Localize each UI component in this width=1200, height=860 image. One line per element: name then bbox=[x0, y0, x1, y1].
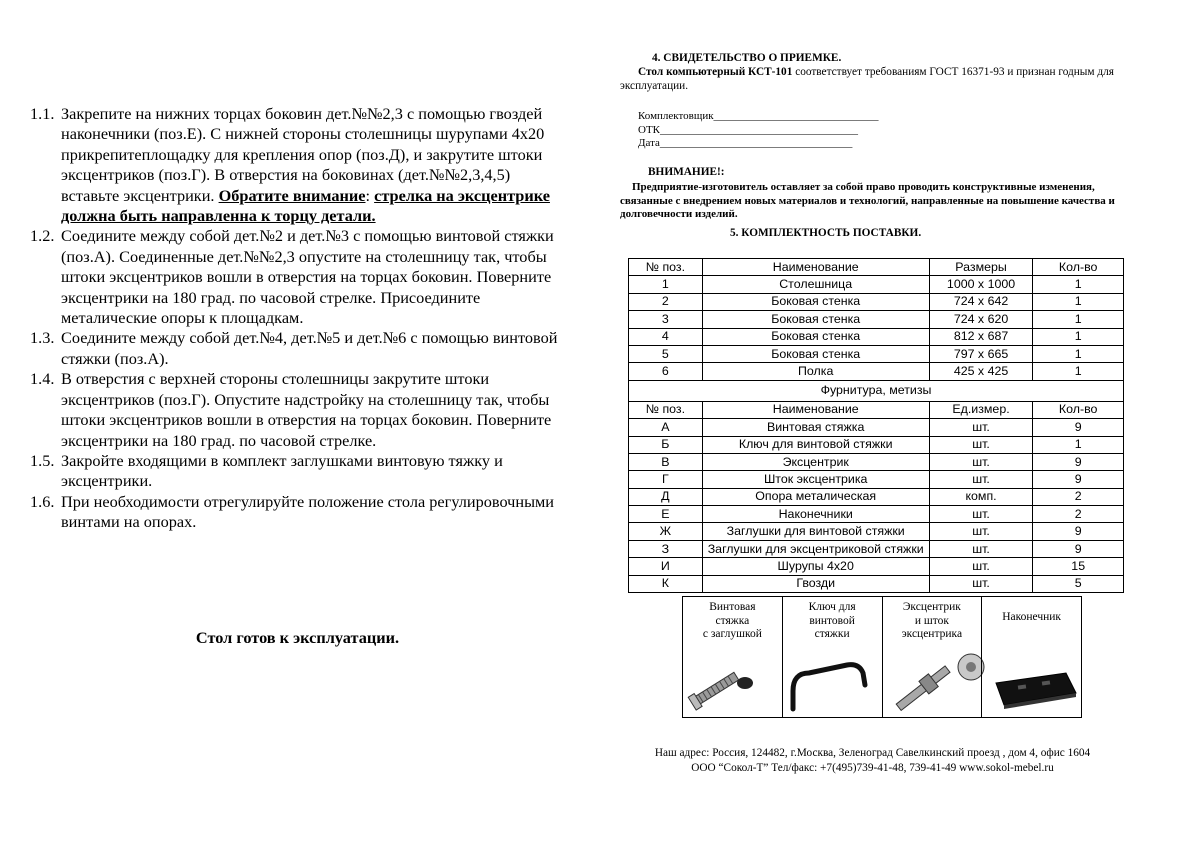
acceptance-statement: соответствует требованиям ГОСТ 16371-93 и признан годным для эксплуатации. bbox=[620, 66, 1114, 92]
table-cell: 5 bbox=[1033, 575, 1124, 592]
section-title: Фурнитура, метизы bbox=[629, 380, 1124, 401]
table-row bbox=[629, 293, 1124, 310]
ready-statement: Стол готов к эксплуатации. bbox=[195, 628, 400, 647]
table-cell: Шурупы 4х20 bbox=[702, 558, 929, 575]
table-cell: 1 bbox=[1033, 276, 1124, 293]
step-1-4 bbox=[30, 369, 570, 451]
table-cell: Ж bbox=[629, 523, 703, 540]
table-row bbox=[629, 328, 1124, 345]
delivery-table bbox=[628, 258, 1124, 593]
table-cell: 15 bbox=[1033, 558, 1124, 575]
step-number: 1.6. bbox=[30, 491, 55, 511]
section-4-title: 4. СВИДЕТЕЛЬСТВО О ПРИЕМКЕ. bbox=[652, 52, 842, 64]
table-cell: Б bbox=[629, 436, 703, 453]
picture-screw-tie: Винтовая стяжка с заглушкой bbox=[683, 597, 782, 717]
table-row bbox=[629, 471, 1124, 488]
table-row bbox=[629, 540, 1124, 557]
table-cell: 6 bbox=[629, 363, 703, 380]
table-cell: Эксцентрик bbox=[702, 453, 929, 470]
table-cell: Шток эксцентрика bbox=[702, 471, 929, 488]
table-cell: 797 х 665 bbox=[929, 345, 1033, 362]
table-cell: Г bbox=[629, 471, 703, 488]
date-line: Дата___________________________________ bbox=[638, 137, 853, 149]
table-cell: шт. bbox=[929, 558, 1033, 575]
table-row bbox=[629, 436, 1124, 453]
table-cell: Заглушки для винтовой стяжки bbox=[702, 523, 929, 540]
step-text: Соедините между собой дет.№4, дет.№5 и дет.№6 с помощью винтовой стяжки (поз.А). bbox=[61, 328, 558, 368]
table-cell: И bbox=[629, 558, 703, 575]
table-cell: Столешница bbox=[702, 276, 929, 293]
table-row bbox=[629, 506, 1124, 523]
table-cell: шт. bbox=[929, 419, 1033, 436]
note-separator: : bbox=[365, 185, 375, 205]
table-cell: шт. bbox=[929, 506, 1033, 523]
table-cell: Винтовая стяжка bbox=[702, 419, 929, 436]
table-cell: 9 bbox=[1033, 540, 1124, 557]
attention-text: Предприятие-изготовитель оставляет за собой право проводить конструктивные изменения, связанные с внедрением новых материалов и технологий, направленные на повышение качества и долговечности изделий. bbox=[620, 181, 1115, 221]
table-cell: 9 bbox=[1033, 523, 1124, 540]
table-cell: шт. bbox=[929, 453, 1033, 470]
signature-block bbox=[638, 110, 1148, 151]
acceptance-text bbox=[620, 66, 1130, 93]
table-cell: шт. bbox=[929, 575, 1033, 592]
step-number: 1.3. bbox=[30, 328, 55, 348]
table-cell: Боковая стенка bbox=[702, 345, 929, 362]
table-row bbox=[629, 575, 1124, 592]
step-1-1 bbox=[30, 104, 570, 226]
table-cell: Наименование bbox=[702, 259, 929, 276]
step-1-5 bbox=[30, 451, 570, 492]
step-text: В отверстия с верхней стороны столешницы закрутите штоки эксцентриков (поз.Г). Опустите надстройку на столешницу так, чтобы штоки эксцентриков вошли в отверстия на торцах боковин. Поверните эксцентрики на 180 град. по часовой стрелке. bbox=[61, 369, 552, 450]
table-cell: шт. bbox=[929, 523, 1033, 540]
step-1-3 bbox=[30, 328, 570, 369]
table-cell: 1000 х 1000 bbox=[929, 276, 1033, 293]
table-row bbox=[629, 311, 1124, 328]
table-cell: А bbox=[629, 419, 703, 436]
table-row bbox=[629, 558, 1124, 575]
step-1-6 bbox=[30, 492, 570, 533]
table-cell: Е bbox=[629, 506, 703, 523]
table-cell: Опора металическая bbox=[702, 488, 929, 505]
table-row bbox=[629, 453, 1124, 470]
table-cell: шт. bbox=[929, 540, 1033, 557]
hex-key-icon bbox=[783, 651, 877, 713]
table-cell: 425 х 425 bbox=[929, 363, 1033, 380]
table-cell: № поз. bbox=[629, 259, 703, 276]
picture-eccentric: Эксцентрик и шток эксцентрика bbox=[882, 597, 982, 717]
picture-hex-key: Ключ для винтовой стяжки bbox=[782, 597, 882, 717]
table-cell: 1 bbox=[1033, 293, 1124, 310]
table-cell: 1 bbox=[1033, 363, 1124, 380]
table-header-row bbox=[629, 259, 1124, 276]
table-cell: Боковая стенка bbox=[702, 311, 929, 328]
assembly-instructions bbox=[30, 104, 570, 647]
table-cell: 4 bbox=[629, 328, 703, 345]
table-cell: 1 bbox=[1033, 311, 1124, 328]
table-cell: 2 bbox=[1033, 488, 1124, 505]
table-cell: Ключ для винтовой стяжки bbox=[702, 436, 929, 453]
table-cell: Ед.измер. bbox=[929, 401, 1033, 418]
table-cell: 1 bbox=[1033, 328, 1124, 345]
table-cell: Кол-во bbox=[1033, 401, 1124, 418]
table-cell: Полка bbox=[702, 363, 929, 380]
table-cell: Наименование bbox=[702, 401, 929, 418]
table-section-row bbox=[629, 380, 1124, 401]
table-cell: 9 bbox=[1033, 471, 1124, 488]
step-text: Соедините между собой дет.№2 и дет.№3 с помощью винтовой стяжки (поз.А). Соединенные дет.№№2,3 опустите на столешницу так, чтобы штоки эксцентриков вошли в отверстия на торцах боковин. Поверните эксцентрики на 180 град. по часовой стрелке. Присоедините металические опоры к площадкам. bbox=[61, 226, 554, 328]
table-cell: шт. bbox=[929, 436, 1033, 453]
table-cell: 1 bbox=[629, 276, 703, 293]
table-cell: Боковая стенка bbox=[702, 328, 929, 345]
screw-tie-icon bbox=[683, 653, 766, 713]
step-text: Закройте входящими в комплект заглушками винтовую тяжку и эксцентрики. bbox=[61, 450, 503, 491]
table-cell: комп. bbox=[929, 488, 1033, 505]
step-text: Закрепите на нижних торцах боковин дет.№№2,3 с помощью гвоздей наконечники (поз.Е). С нижней стороны столешницы шурупами 4х20 прикрепитеплощадку для крепления опор (поз.Д), и закрутите штоки эксцентриков (поз.Г). В отверстия на боковинах (дет.№№2,3,4,5) вставьте эксцентрики. bbox=[61, 104, 545, 205]
table-row bbox=[629, 363, 1124, 380]
table-cell: 5 bbox=[629, 345, 703, 362]
step-number: 1.5. bbox=[30, 450, 55, 470]
step-1-2 bbox=[30, 226, 570, 328]
table-row bbox=[629, 488, 1124, 505]
table-cell: В bbox=[629, 453, 703, 470]
attention-title: ВНИМАНИЕ!: bbox=[648, 166, 725, 178]
picture-foot-cap: Наконечник bbox=[981, 597, 1081, 717]
table-cell: 2 bbox=[1033, 506, 1124, 523]
table-cell: 2 bbox=[629, 293, 703, 310]
table-row bbox=[629, 345, 1124, 362]
table-cell: 1 bbox=[1033, 436, 1124, 453]
step-number: 1.1. bbox=[30, 104, 55, 123]
table-row bbox=[629, 419, 1124, 436]
step-number: 1.2. bbox=[30, 226, 55, 246]
note-text: стрелка на эксцентрике должна быть направленна к торцу детали. bbox=[61, 185, 550, 226]
table-cell: Размеры bbox=[929, 259, 1033, 276]
table-cell: Наконечники bbox=[702, 506, 929, 523]
table-header-row bbox=[629, 401, 1124, 418]
table-cell: 9 bbox=[1033, 419, 1124, 436]
address-line: Наш адрес: Россия, 124482, г.Москва, Зеленоград Савелкинский проезд , дом 4, офис 1604 bbox=[654, 747, 1091, 759]
table-cell: 1 bbox=[1033, 345, 1124, 362]
foot-cap-icon bbox=[982, 659, 1086, 713]
table-cell: Кол-во bbox=[1033, 259, 1124, 276]
table-cell: 812 х 687 bbox=[929, 328, 1033, 345]
table-row bbox=[629, 523, 1124, 540]
table-cell: 724 х 620 bbox=[929, 311, 1033, 328]
eccentric-icon bbox=[883, 643, 997, 713]
hardware-pictures bbox=[682, 596, 1082, 718]
qc-line: ОТК____________________________________ bbox=[638, 123, 858, 136]
table-cell: 724 х 642 bbox=[929, 293, 1033, 310]
table-cell: 9 bbox=[1033, 453, 1124, 470]
table-cell: 3 bbox=[629, 311, 703, 328]
section-5-title: 5. КОМПЛЕКТНОСТЬ ПОСТАВКИ. bbox=[730, 227, 922, 239]
table-row bbox=[629, 276, 1124, 293]
step-number: 1.4. bbox=[30, 369, 55, 389]
table-cell: Д bbox=[629, 488, 703, 505]
table-cell: № поз. bbox=[629, 401, 703, 418]
packer-line: Комплектовщик______________________________ bbox=[638, 110, 879, 122]
step-text: При необходимости отрегулируйте положение стола регулировочными винтами на опорах. bbox=[61, 491, 555, 532]
table-cell: Заглушки для эксцентриковой стяжки bbox=[702, 540, 929, 557]
table-cell: Гвозди bbox=[702, 575, 929, 592]
product-name: Стол компьютерный КСТ-101 bbox=[638, 66, 793, 78]
table-cell: З bbox=[629, 540, 703, 557]
contact-line: ООО “Сокол-Т” Тел/факс: +7(495)739-41-48, 739-41-49 www.sokol-mebel.ru bbox=[691, 762, 1054, 774]
table-cell: шт. bbox=[929, 471, 1033, 488]
note-label: Обратите внимание bbox=[218, 185, 366, 205]
table-cell: Боковая стенка bbox=[702, 293, 929, 310]
table-cell: К bbox=[629, 575, 703, 592]
